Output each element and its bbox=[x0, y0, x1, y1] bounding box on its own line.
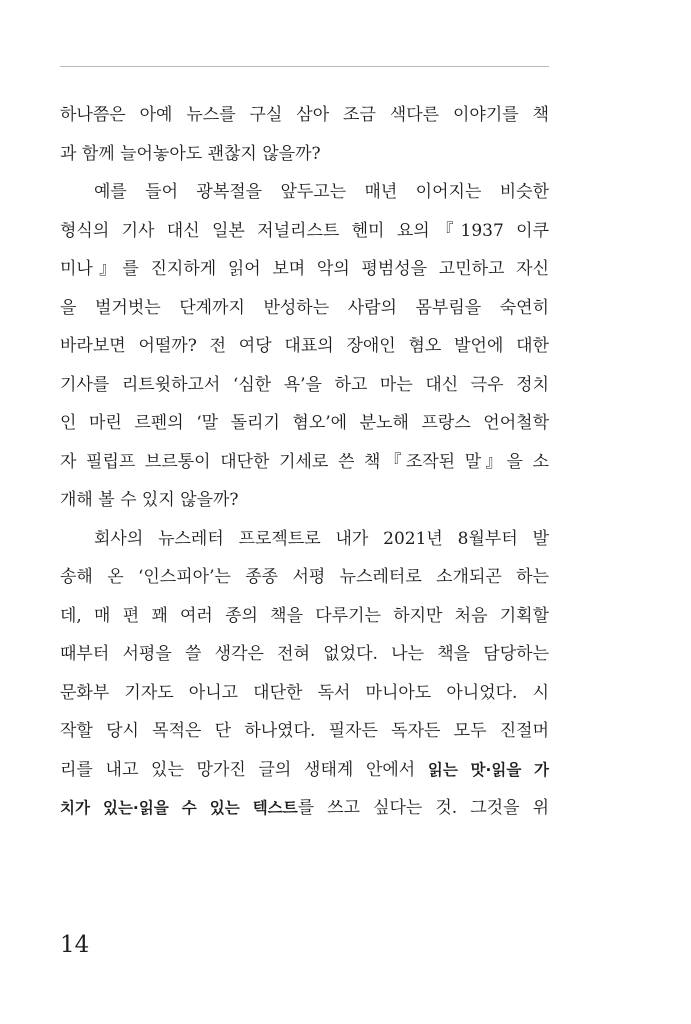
text-line: 자 필립프 브르통이 대단한 기세로 쓴 책『조작된 말』을 소 bbox=[60, 451, 549, 472]
bold-text: 치가 있는·읽을 수 있는 텍스트 bbox=[60, 799, 298, 817]
text-line: 바라보면 어떨까? 전 여당 대표의 장애인 혐오 발언에 대한 bbox=[60, 336, 549, 356]
text-line bbox=[60, 789, 549, 828]
paragraph-3 bbox=[60, 520, 549, 828]
text-line: 기사를 리트윗하고서 ‘심한 욕’을 하고 마는 대신 극우 정치 bbox=[60, 374, 549, 395]
text-line: 송해 온 ‘인스피아’는 종종 서평 뉴스레터로 소개되곤 하는 bbox=[60, 567, 549, 587]
text-line: 과 함께 늘어놓아도 괜찮지 않을까? bbox=[60, 143, 321, 164]
text-line: 예를 들어 광복절을 앞두고는 매년 이어지는 비슷한 bbox=[94, 182, 549, 202]
paragraph-2 bbox=[60, 173, 549, 520]
text-line bbox=[60, 751, 549, 790]
body-text bbox=[60, 96, 549, 828]
text-line: 때부터 서평을 쓸 생각은 전혀 없었다. 나는 책을 담당하는 bbox=[60, 644, 549, 664]
text-run: 를 쓰고 싶다는 것. 그것을 위 bbox=[297, 798, 549, 818]
text-line: 하나쯤은 아예 뉴스를 구실 삼아 조금 색다른 이야기를 책 bbox=[60, 105, 549, 125]
text-run: 리를 내고 있는 망가진 글의 생태계 안에서 bbox=[60, 759, 428, 780]
text-line: 문화부 기자도 아니고 대단한 독서 마니아도 아니었다. 시 bbox=[60, 682, 549, 703]
text-line: 회사의 뉴스레터 프로젝트로 내가 2021년 8월부터 발 bbox=[94, 528, 549, 549]
paragraph-1 bbox=[60, 96, 549, 173]
text-line: 데, 매 편 꽤 여러 종의 책을 다루기는 하지만 처음 기획할 bbox=[60, 605, 549, 626]
header-rule bbox=[60, 66, 549, 67]
bold-text: 읽는 맛·읽을 가 bbox=[427, 760, 549, 779]
text-line: 을 벌거벗는 단계까지 반성하는 사람의 몸부림을 숙연히 bbox=[60, 297, 549, 318]
text-line: 인 마린 르펜의 ‘말 돌리기 혐오’에 분노해 프랑스 언어철학 bbox=[60, 413, 549, 433]
text-line: 형식의 기사 대신 일본 저널리스트 헨미 요의『1937 이쿠 bbox=[60, 220, 549, 241]
text-line: 미나』를 진지하게 읽어 보며 악의 평범성을 고민하고 자신 bbox=[60, 259, 549, 279]
text-line: 개해 볼 수 있지 않을까? bbox=[60, 490, 239, 510]
text-line: 작할 당시 목적은 단 하나였다. 필자든 독자든 모두 진절머 bbox=[60, 721, 549, 741]
page-number: 14 bbox=[60, 932, 90, 958]
